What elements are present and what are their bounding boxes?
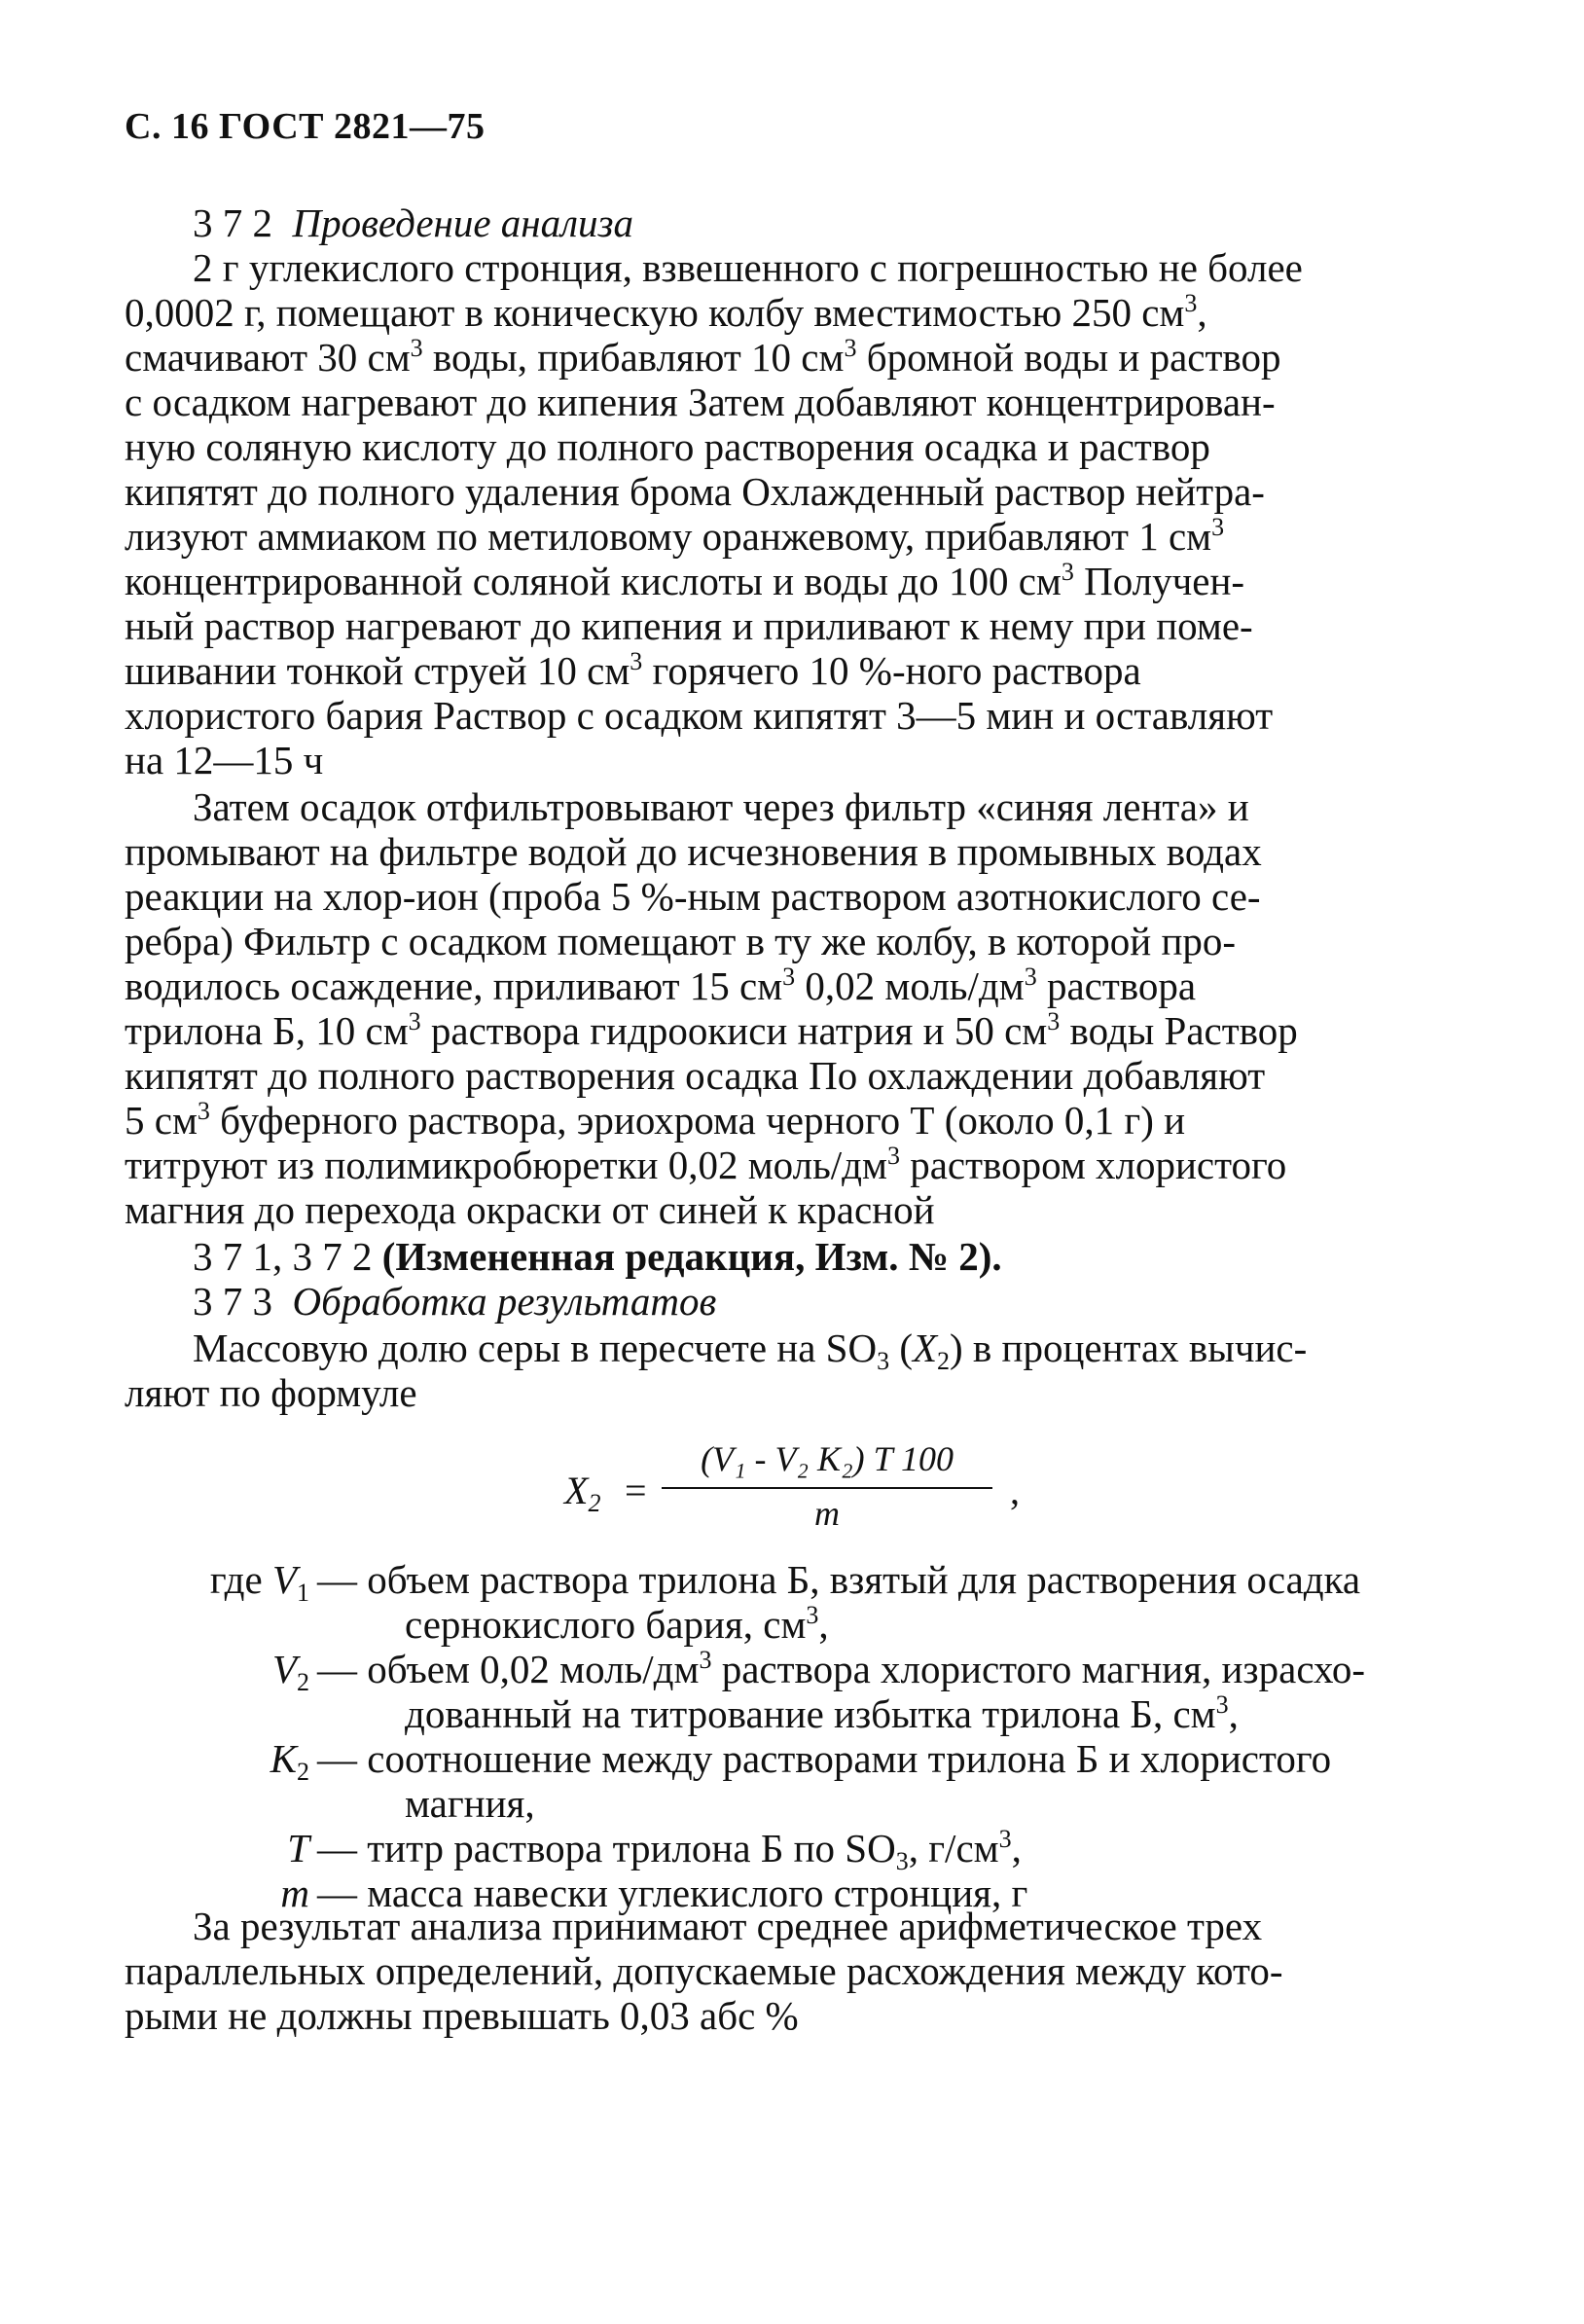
- formula-x2: [564, 1438, 1070, 1545]
- formula-numerator: (V₁ - V₂ K₂) T 100: [701, 1439, 954, 1478]
- text-line: промывают на фильтре водой до исчезновения в промывных водах: [125, 829, 1262, 874]
- text-line: ребра) Фильтр с осадком помещают в ту же колбу, в которой про-: [125, 919, 1237, 963]
- text-line: ляют по формуле: [125, 1370, 417, 1415]
- formula-definitions: [125, 1557, 1459, 1915]
- text-line: шивании тонкой струей 10 $см^3$ горячего 10 %-ного раствора: [125, 647, 1141, 693]
- paragraph-result-acceptance: [125, 1904, 1459, 2038]
- def-v1: где $V_1$ — объем раствора трилона Б, взятый для растворения осадка сернокислого бария, $см^3$,: [209, 1557, 1361, 1647]
- text-line: реакции на хлор-ион (проба 5 %-ным раствором азотнокислого се-: [125, 874, 1261, 919]
- text-line: с осадком нагревают до кипения Затем добавляют концентрирован-: [125, 380, 1276, 424]
- paragraph-filtration: [125, 784, 1459, 1232]
- text-line: концентрированной соляной кислоты и воды до 100 $см^3$ Получен-: [125, 558, 1245, 603]
- section-3-7-2-heading: [193, 200, 633, 245]
- section-title: Проведение анализа: [292, 200, 634, 245]
- text-line: ную соляную кислоту до полного растворения осадка и раствор: [125, 424, 1210, 469]
- paragraph-analysis-procedure: [125, 245, 1459, 782]
- note-text: (Измененная редакция, Изм. № 2).: [372, 1234, 1002, 1279]
- text-line: За результат анализа принимают среднее арифметическое трех: [193, 1904, 1263, 1948]
- page-header: С. 16 ГОСТ 2821—75: [125, 106, 486, 147]
- def-k2: $K_2$ — соотношение между растворами трилона Б и хлористого магния,: [270, 1736, 1332, 1826]
- text-line: 5 $см^3$ буферного раствора, эриохрома черного Т (около 0,1 г) и: [125, 1097, 1186, 1143]
- section-number: 3 7 2: [193, 200, 272, 245]
- def-v2: $V_2$ — объем 0,02 моль/$дм^3$ раствора хлористого магния, израсхо- дованный на титрование избытка трилона Б, $см^3$,: [271, 1646, 1366, 1736]
- def-m: m — масса навески углекислого стронция, г: [280, 1870, 1028, 1915]
- section-number: 3 7 3: [193, 1279, 272, 1324]
- text-line: ный раствор нагревают до кипения и приливают к нему при поме-: [125, 603, 1253, 648]
- paragraph-calculation-intro: [125, 1325, 1459, 1415]
- text-line: магния до перехода окраски от синей к красной: [125, 1187, 935, 1232]
- text-line: лизуют аммиаком по метиловому оранжевому, прибавляют 1 $см^3$: [125, 513, 1225, 559]
- formula-comma: ,: [1010, 1469, 1020, 1512]
- text-line: кипятят до полного растворения осадка По охлаждении добавляют: [125, 1053, 1266, 1098]
- text-line: 2 г углекислого стронция, взвешенного с погрешностью не более: [193, 245, 1303, 290]
- formula-equals: =: [625, 1469, 647, 1512]
- text-line: смачивают 30 $см^3$ воды, прибавляют 10 $см^3$ бромной воды и раствор: [125, 334, 1281, 380]
- text-line: параллельных определений, допускаемые расхождения между кото-: [125, 1948, 1283, 1993]
- text-line: водилось осаждение, приливают 15 $см^3$ 0,02 моль/$дм^3$ раствора: [125, 962, 1197, 1008]
- formula-denominator: m: [814, 1494, 840, 1533]
- text-line: Затем осадок отфильтровывают через фильтр «синяя лента» и: [193, 784, 1249, 829]
- fraction-bar: [662, 1487, 992, 1489]
- amendment-note: [193, 1234, 1002, 1279]
- def-t: T — титр раствора трилона Б по $SO_3$, $г/см^3$,: [287, 1825, 1022, 1875]
- section-3-7-3-heading: [193, 1279, 716, 1324]
- text-line: кипятят до полного удаления брома Охлажденный раствор нейтра-: [125, 469, 1265, 514]
- text-line: на 12—15 ч: [125, 738, 324, 782]
- text-line: титруют из полимикробюретки 0,02 моль/$дм^3$ раствором хлористого: [125, 1142, 1287, 1187]
- text-line: рыми не должны превышать 0,03 абс %: [125, 1993, 799, 2038]
- text-line: Массовую долю серы в пересчете на $SO_3$ $(X_2)$ в процентах вычис-: [193, 1325, 1308, 1375]
- section-title: Обработка результатов: [292, 1279, 717, 1324]
- text-line: трилона Б, 10 $см^3$ раствора гидроокиси натрия и 50 $см^3$ воды Раствор: [125, 1007, 1298, 1053]
- text-line: 0,0002 г, помещают в коническую колбу вместимостью 250 $см^3$,: [125, 289, 1207, 335]
- formula-lhs: $X_2$: [564, 1469, 601, 1517]
- text-line: хлористого бария Раствор с осадком кипятят 3—5 мин и оставляют: [125, 693, 1274, 738]
- note-refs: 3 7 1, 3 7 2: [193, 1234, 373, 1279]
